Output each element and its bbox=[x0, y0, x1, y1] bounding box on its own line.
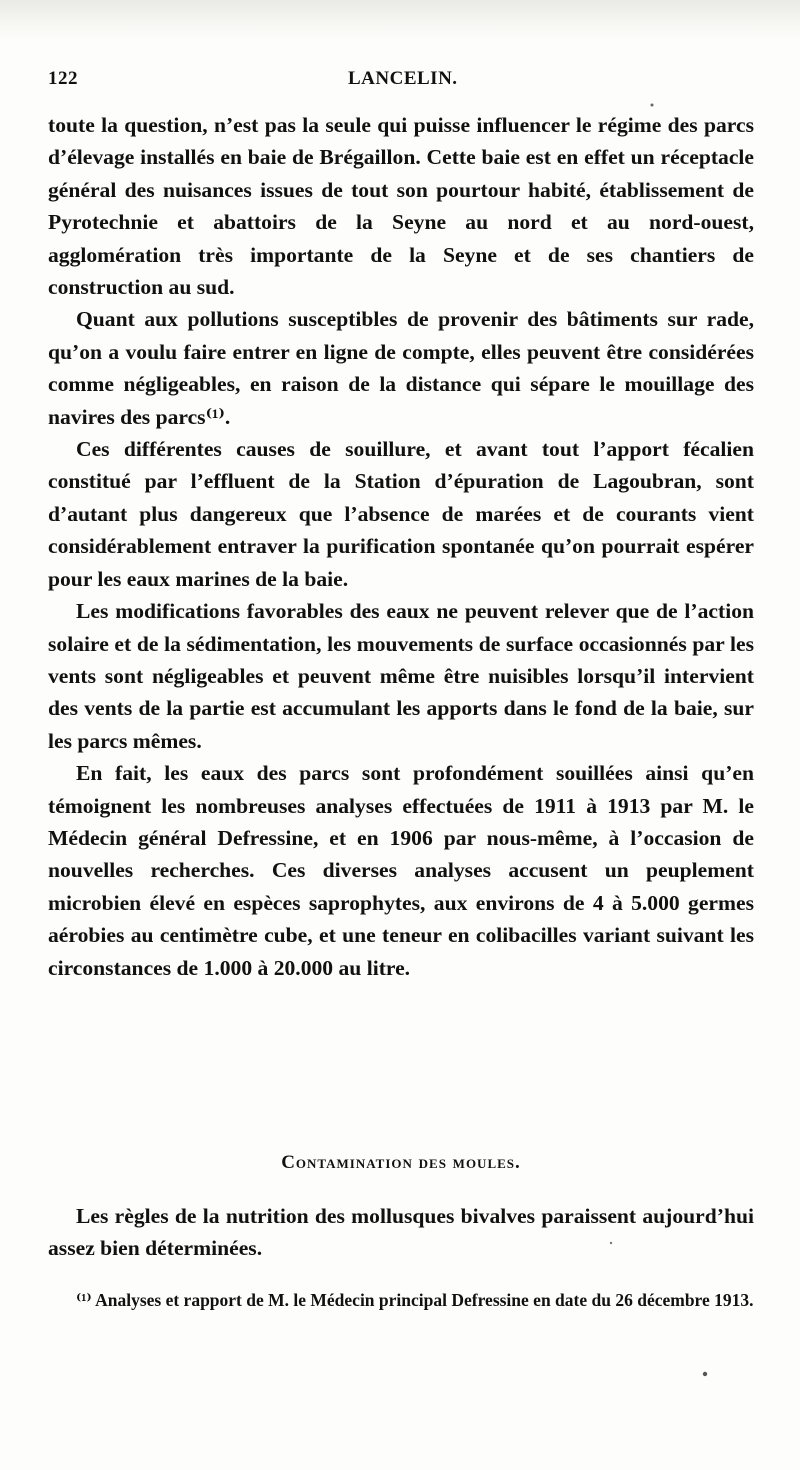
footnote: ⁽¹⁾ Analyses et rapport de M. le Médecin principal Defressine en date du 26 décembre 1913. bbox=[76, 1290, 754, 1310]
running-head: LANCELIN. bbox=[348, 68, 458, 89]
paragraph-analyses: En fait, les eaux des parcs sont profondément souillées ainsi qu’en témoignent les nombreuses analyses effectuées de 1911 à 1913 par M. le Médecin général Defressine, et en 1906 par nous-même, à l’occasion de nouvelles recherches. Ces diverses analyses accusent un peuplement microbien élevé en espèces saprophytes, aux environs de 4 à 5.000 germes aérobies au centimètre cube, et une teneur en colibacilles variant suivant les circonstances de 1.000 à 20.000 au litre. bbox=[48, 761, 754, 980]
page-number: 122 bbox=[48, 68, 78, 89]
section-heading: Contamination des moules. bbox=[281, 1152, 521, 1173]
paragraph-pollutions: Quant aux pollutions susceptibles de provenir des bâtiments sur rade, qu’on a voulu faire entrer en ligne de compte, elles peuvent être considérées comme négligeables, en raison de la distance qui sépare le mouillage des navires des parcs⁽¹⁾. bbox=[48, 307, 754, 429]
paragraph-nutrition: Les règles de la nutrition des mollusques bivalves paraissent aujourd’hui assez bien déterminées. bbox=[48, 1204, 754, 1261]
paragraph-souillure: Ces différentes causes de souillure, et avant tout l’apport fécalien constitué par l’effluent de la Station d’épuration de Lagoubran, sont d’autant plus dangereux que l’absence de marées et de courants vient considérablement entraver la purification spontanée qu’on pourrait espérer pour les eaux marines de la baie. bbox=[48, 437, 754, 591]
paragraph-continuation: toute la question, n’est pas la seule qui puisse influencer le régime des parcs d’élevage installés en baie de Brégaillon. Cette baie est en effet un réceptacle général des nuisances issues de tout son pourtour habité, établissement de Pyrotechnie et abattoirs de la Seyne au nord et au nord-ouest, agglomération très importante de la Seyne et de ses chantiers de construction au sud. bbox=[48, 113, 754, 300]
paragraph-modifications: Les modifications favorables des eaux ne peuvent relever que de l’action solaire et de la sédimentation, les mouvements de surface occasionnés par les vents sont négligeables et peuvent même être nuisibles lorsqu’il intervient des vents de la partie est accumulant les apports dans le fond de la baie, sur les parcs mêmes. bbox=[48, 599, 754, 753]
